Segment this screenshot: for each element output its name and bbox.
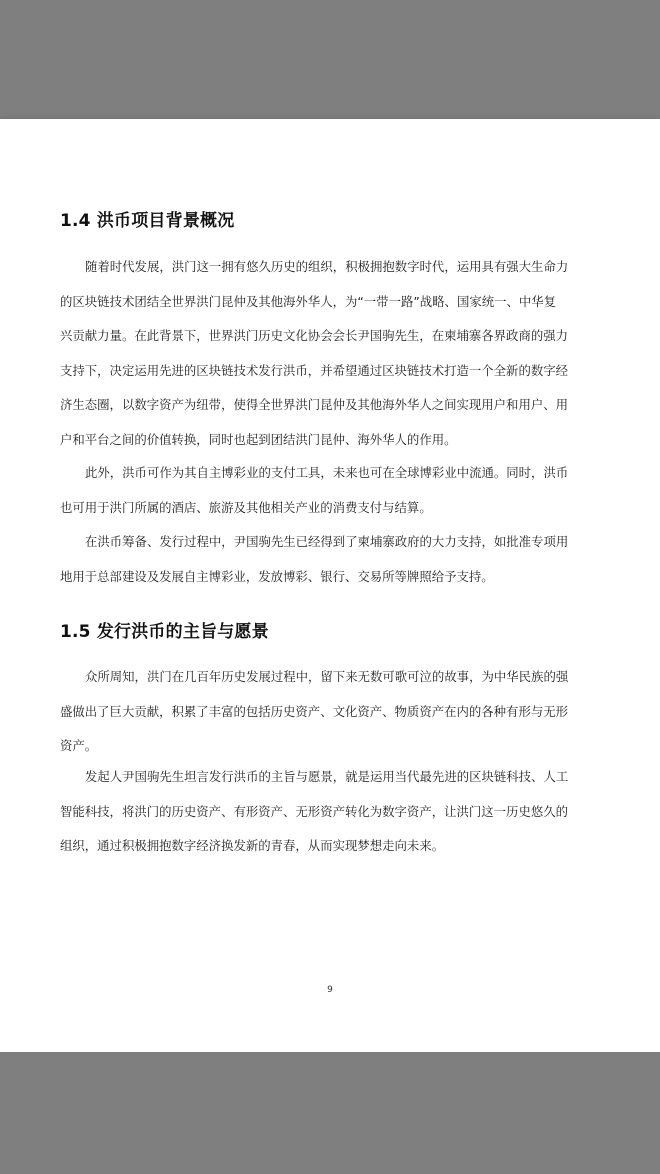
text-line: 盛做出了巨大贡献，积累了丰富的包括历史资产、文化资产、物质资产在内的各种有形与无形	[60, 703, 569, 719]
section-heading-1-5: 1.5 发行洪币的主旨与愿景	[60, 622, 269, 642]
text-line: 兴贡献力量。在此背景下，世界洪门历史文化协会会长尹国驹先生，在柬埔寨各界政商的强力	[60, 328, 569, 343]
text-line: 智能科技，将洪门的历史资产、有形资产、无形资产转化为数字资产，让洪门这一历史悠久的	[60, 803, 569, 819]
page-number: 9	[327, 985, 333, 995]
text-line: 也可用于洪门所属的酒店、旅游及其他相关产业的消费支付与结算。	[60, 499, 432, 515]
paragraph-payment-use	[60, 456, 604, 525]
text-line: 资产。	[60, 738, 98, 753]
section-heading-1-4: 1.4 洪币项目背景概况	[60, 211, 235, 231]
text-line: 地用于总部建设及发展自主博彩业，发放博彩、银行、交易所等牌照给予支持。	[60, 568, 494, 584]
document-page	[0, 119, 660, 1052]
paragraph-vision	[60, 760, 604, 864]
viewer-bottom-bar	[0, 1052, 660, 1174]
text-line: 众所周知，洪门在几百年历史发展过程中，留下来无数可歌可泣的故事，为中华民族的强	[85, 669, 569, 684]
viewer-top-bar	[0, 0, 660, 119]
paragraph-background	[60, 250, 604, 457]
text-line: 此外，洪币可作为其自主博彩业的支付工具，未来也可在全球博彩业中流通。同时，洪币	[85, 465, 569, 480]
text-line: 在洪币筹备、发行过程中，尹国驹先生已经得到了柬埔寨政府的大力支持，如批准专项用	[85, 534, 569, 549]
text-line: 户和平台之间的价值转换，同时也起到团结洪门昆仲、海外华人的作用。	[60, 431, 457, 447]
text-line: 济生态圈，以数字资产为纽带，使得全世界洪门昆仲及其他海外华人之间实现用户和用户、用	[60, 397, 569, 412]
paragraph-history	[60, 660, 604, 764]
text-line: 随着时代发展，洪门这一拥有悠久历史的组织，积极拥抱数字时代，运用具有强大生命力	[85, 259, 569, 274]
text-line: 发起人尹国驹先生坦言发行洪币的主旨与愿景，就是运用当代最先进的区块链科技、人工	[85, 769, 569, 784]
text-line: 的区块链技术团结全世界洪门昆仲及其他海外华人，为“一带一路”战略、国家统一、中华复	[60, 293, 557, 309]
paragraph-government-support	[60, 525, 604, 594]
text-line: 组织，通过积极拥抱数字经济换发新的青春，从而实现梦想走向未来。	[60, 838, 445, 853]
text-line: 支持下，决定运用先进的区块链技术发行洪币，并希望通过区块链技术打造一个全新的数字经	[60, 362, 569, 378]
